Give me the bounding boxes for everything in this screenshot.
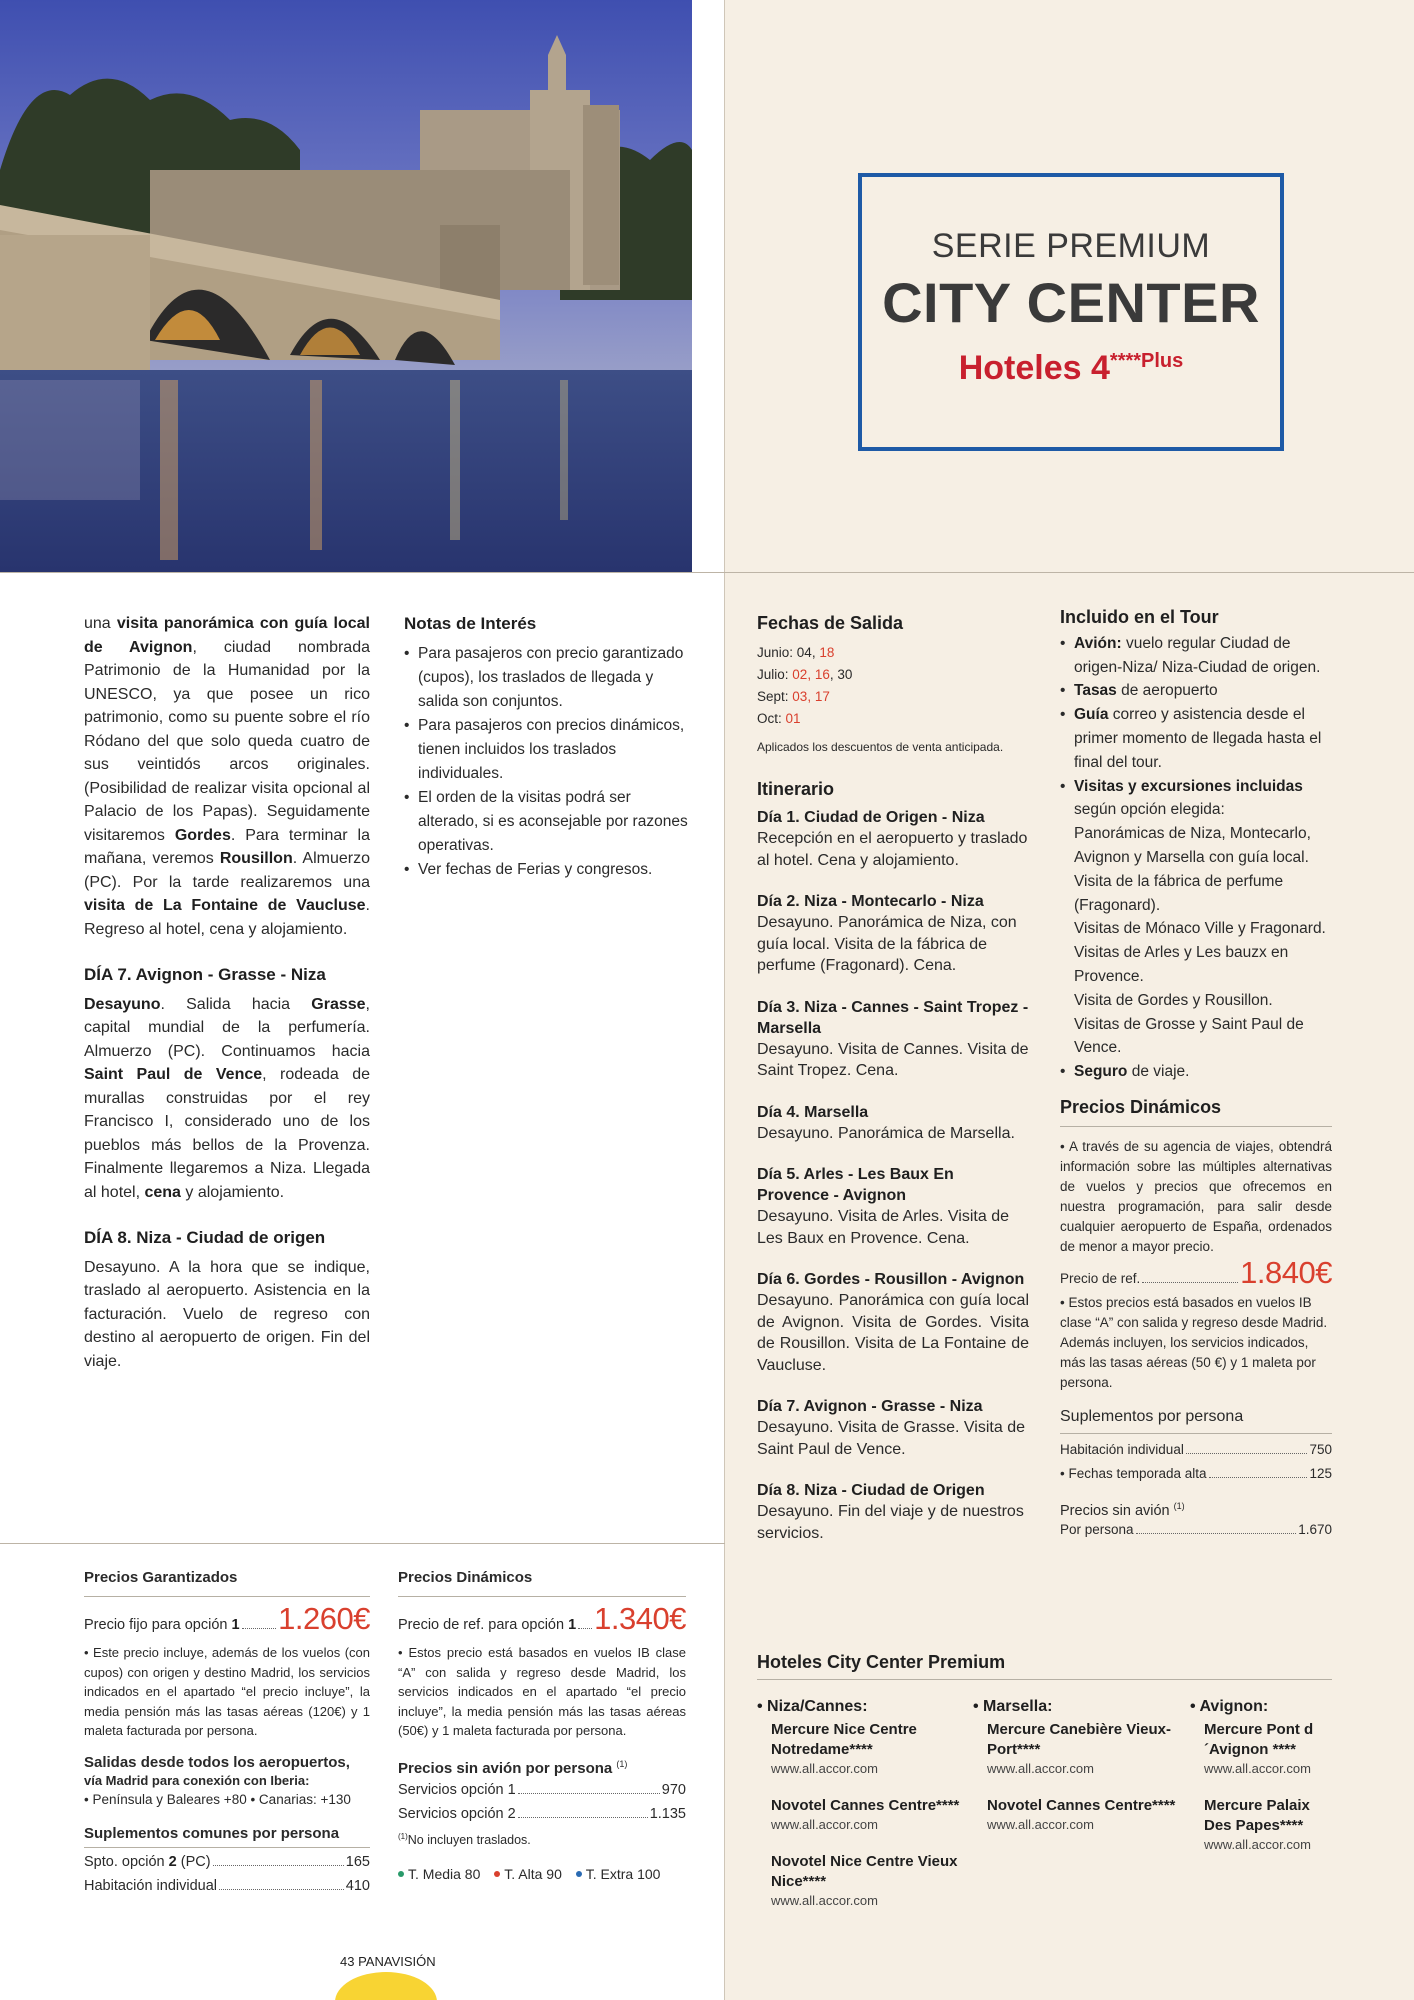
itinerary-day <box>757 1102 1029 1145</box>
text: según opción elegida: <box>1074 801 1225 819</box>
bold-text: Saint Paul de Vence <box>84 1066 263 1083</box>
day-text: Desayuno. Panorámica con guía local de Avignon. Visita de Gordes. Visita de Rousillon. Visita de La Fontaine de Vaucluse. <box>757 1292 1029 1374</box>
bold-text: Grasse <box>311 995 366 1013</box>
day-title: Día 2. Niza - Montecarlo - Niza <box>757 893 984 910</box>
row-label: Servicios opción 1 <box>398 1782 516 1798</box>
legend-label: T. Extra 100 <box>585 1866 661 1883</box>
text: . Salida hacia <box>160 995 312 1013</box>
bold-text: 1 <box>568 1616 577 1633</box>
bold-text: Desayuno <box>84 995 161 1013</box>
hotel-city: • Marsella: <box>973 1698 1053 1715</box>
date-highlight: 16 <box>814 666 830 682</box>
date-highlight: 02 <box>792 666 808 682</box>
separator: , <box>811 644 820 660</box>
day-text: Desayuno. Visita de Arles. Visita de Les Baux en Provence. Cena. <box>757 1208 1009 1247</box>
dot-leader <box>578 1628 592 1629</box>
fecha-oct <box>757 708 1029 730</box>
text: correo y asistencia desde el primer momento de llegada hasta el final del tour. <box>1074 706 1322 771</box>
date-highlight: 01 <box>785 710 801 726</box>
day-title: Día 6. Gordes - Rousillon - Avignon <box>757 1271 1025 1288</box>
row-value: 410 <box>345 1878 370 1894</box>
city-label: Marsella: <box>983 1698 1053 1715</box>
day-title: Día 5. Arles - Les Baux En Provence - Avignon <box>757 1166 954 1204</box>
itinerary-day <box>757 891 1029 977</box>
title-box <box>858 173 1284 451</box>
dinamicos-left-note: • Estos precio está basados en vuelos IB clase “A” con salida y regreso desde Madrid, los servicios indicados en el apartado “el precio incluye”, la media pensión más las tasas aéreas (50€) y 1 maleta facturada por persona. <box>398 1645 686 1738</box>
itinerario-heading: Itinerario <box>757 778 835 799</box>
dinamicos-left-section <box>398 1566 686 1887</box>
bold-text: Avión: <box>1074 634 1122 652</box>
hotel-url[interactable]: www.all.accor.com <box>987 1761 1094 1776</box>
column-divider <box>724 0 725 2000</box>
sin-avion-heading <box>1060 1496 1332 1521</box>
ref-price-row <box>1060 1254 1332 1290</box>
legend-dot-icon <box>576 1871 582 1877</box>
hab-row <box>84 1876 370 1896</box>
salidas-sub: vía Madrid para conexión con Iberia: <box>84 1772 310 1788</box>
day-text: Desayuno. Panorámica de Marsella. <box>757 1124 1015 1142</box>
divider <box>84 1847 370 1848</box>
text: Visitas de Arles y Les bauzx en Provence. <box>1074 944 1289 985</box>
spto-row <box>84 1852 370 1872</box>
row-value: 165 <box>345 1854 370 1870</box>
row-label: Por persona <box>1060 1522 1134 1538</box>
list-item <box>1060 775 1332 1061</box>
salidas-heading: Salidas desde todos los aeropuertos, <box>84 1753 350 1771</box>
ref-price-row <box>398 1600 686 1638</box>
bold-text: Visitas y excursiones incluidas <box>1074 777 1303 795</box>
day7-text <box>84 993 370 1205</box>
day-text: Desayuno. Panorámica de Niza, con guía local. Visita de la fábrica de perfume (Fragonard). Cena. <box>757 914 1017 974</box>
brand-name: PANAVISIÓN <box>358 1954 436 1969</box>
notas-section <box>404 612 690 882</box>
list-item: • El orden de la visitas podrá ser alterado, si es aconsejable por razones operativas. <box>404 786 690 858</box>
itinerary-day <box>757 1164 1029 1249</box>
list-item: • Para pasajeros con precios dinámicos, tienen incluidos los traslados individuales. <box>404 714 690 786</box>
photo-illustration <box>0 0 692 572</box>
salidas-line: • Península y Baleares +80 • Canarias: +130 <box>84 1791 351 1807</box>
hotel-url[interactable]: www.all.accor.com <box>1204 1761 1311 1776</box>
legend-label: T. Media 80 <box>408 1866 481 1883</box>
text: Precio de ref. para opción <box>398 1616 569 1633</box>
season-legend <box>398 1863 686 1887</box>
divider <box>1060 1433 1332 1434</box>
city-label: Avignon: <box>1199 1698 1269 1715</box>
fechas-note: Aplicados los descuentos de venta anticipada. <box>757 739 1004 754</box>
month-label: Sept: <box>757 688 793 704</box>
date-highlight: 17 <box>814 688 830 704</box>
hotel-url[interactable]: www.all.accor.com <box>771 1817 878 1832</box>
itinerary-text-column <box>84 612 370 1373</box>
dinamicos-intro: • A través de su agencia de viajes, obtendrá información sobre las múltiples alternativas de vuelos y precios que ofrecemos en nuestra programación, para salir desde cualquier aeropuerto de España, ordenados de menor a mayor precio. <box>1060 1138 1332 1254</box>
text: No incluyen traslados. <box>407 1833 531 1848</box>
text: vuelo regular Ciudad de origen-Niza/ Niza-Ciudad de origen. <box>1074 634 1321 676</box>
list-item <box>1060 1060 1332 1084</box>
text: Precio fijo para opción <box>84 1616 232 1633</box>
dot-leader <box>518 1817 648 1818</box>
serie-label: SERIE PREMIUM <box>931 227 1211 265</box>
text: Spto. opción <box>84 1854 169 1870</box>
footnote-marker: (1) <box>616 1758 628 1769</box>
fechas-itinerario-column <box>757 612 1029 1544</box>
hotel-name: Novotel Cannes Centre**** <box>987 1797 1176 1814</box>
text: (PC) <box>176 1854 211 1870</box>
garantizados-section <box>84 1566 370 1896</box>
day-text: Desayuno. Visita de Grasse. Visita de Saint Paul de Vence. <box>757 1419 1025 1458</box>
city-label: Niza/Cannes: <box>767 1698 868 1715</box>
text: . Para terminar la mañana, veremos <box>84 826 370 867</box>
precio-fijo-row <box>84 1600 370 1638</box>
row-label <box>84 1852 211 1872</box>
op1-row <box>398 1780 686 1800</box>
text: Visita de Gordes y Rousillon. <box>1074 991 1273 1009</box>
precio-fijo-label <box>84 1614 240 1638</box>
bold-text: visita panorámica con guía local de Avignon <box>84 615 371 656</box>
text: . Regreso al hotel, cena y alojamiento. <box>84 897 370 938</box>
row-label: Habitación individual <box>1060 1441 1184 1457</box>
hotel-category-stars: ****Plus <box>1109 350 1184 372</box>
spacer <box>84 1204 370 1226</box>
text: Precios sin avión <box>1060 1502 1170 1519</box>
hotel-name: Mercure Pont d´Avignon **** <box>1204 1721 1314 1758</box>
hotel-city: • Niza/Cannes: <box>757 1698 868 1715</box>
text: , rodeada de murallas construidas por el rey Francisco I, considerado uno de los pueblos más bellos de la Provenza. Finalmente llegaremos a Niza. Llegada al hotel, <box>84 1066 370 1201</box>
day-text: Recepción en el aeropuerto y traslado al hotel. Cena y alojamiento. <box>757 830 1028 869</box>
dot-leader <box>1186 1453 1308 1454</box>
fecha-junio <box>757 642 1029 664</box>
date: 04 <box>796 644 812 660</box>
divider <box>398 1596 686 1597</box>
supl-temp-row <box>1060 1464 1332 1484</box>
list-item <box>1060 679 1332 703</box>
city-center-title: CITY CENTER <box>882 271 1260 334</box>
bold-text: 2 <box>168 1854 177 1870</box>
bold-text: Tasas <box>1074 682 1117 700</box>
incluido-list <box>1060 632 1332 1084</box>
ref-price-label <box>398 1614 576 1638</box>
row-value: 1.135 <box>649 1806 686 1822</box>
footer-tab-decoration <box>335 1972 437 2000</box>
legend-label: T. Alta 90 <box>504 1866 562 1883</box>
bold-text: Guía <box>1074 706 1109 724</box>
hotel-name: Novotel Cannes Centre**** <box>771 1797 960 1814</box>
hotel-name: Mercure Canebière Vieux-Port**** <box>987 1721 1171 1758</box>
hotel-column-marsella <box>973 1698 1188 1852</box>
itinerary-day <box>757 1396 1029 1460</box>
hotel-name: Mercure Palaix Des Papes**** <box>1204 1797 1310 1834</box>
row-value: 125 <box>1309 1465 1332 1481</box>
day-title: Día 8. Niza - Ciudad de Origen <box>757 1482 985 1499</box>
month-label: Oct: <box>757 710 786 726</box>
itinerary-day <box>757 1480 1029 1544</box>
garantizados-note: • Este precio incluye, además de los vuelos (con cupos) con origen y destino Madrid, los servicios indicados en el apartado “el precio incluye”, la media pensión más las tasas aéreas (120€) y 1 maleta facturada por persona. <box>84 1645 370 1738</box>
por-persona-row <box>1060 1520 1332 1540</box>
itinerary-day <box>757 997 1029 1082</box>
hotel-category <box>862 349 1280 388</box>
hotel-url[interactable]: www.all.accor.com <box>1204 1837 1311 1852</box>
day6-continuation <box>84 612 370 941</box>
dot-leader <box>213 1865 344 1866</box>
bold-text: cena <box>144 1183 181 1201</box>
hotel-name: Novotel Nice Centre Vieux Nice**** <box>771 1853 958 1890</box>
bold-text: Rousillon <box>219 850 293 867</box>
list-item <box>1060 632 1332 680</box>
date-highlight: 18 <box>819 644 835 660</box>
hotel-url[interactable]: www.all.accor.com <box>987 1817 1094 1832</box>
itinerary-day <box>757 807 1029 871</box>
month-label: Junio: <box>757 644 797 660</box>
list-item: • Ver fechas de Ferias y congresos. <box>404 858 690 882</box>
list-item <box>1060 703 1332 774</box>
row-value: 750 <box>1309 1441 1332 1457</box>
notas-heading: Notas de Interés <box>404 614 537 633</box>
text: Panorámicas de Niza, Montecarlo, Avignon y Marsella con guía local. <box>1074 825 1311 866</box>
supl-hab-row <box>1060 1440 1332 1460</box>
dinamicos-left-heading: Precios Dinámicos <box>398 1569 533 1586</box>
dinamicos-right-heading: Precios Dinámicos <box>1060 1096 1222 1117</box>
hotel-column-avignon <box>1190 1698 1340 1872</box>
row-label: • Fechas temporada alta <box>1060 1465 1207 1481</box>
dot-leader <box>1142 1282 1238 1283</box>
legend-media <box>398 1866 480 1882</box>
visitas-sublist <box>1074 798 1332 1060</box>
page-number: 43 <box>340 1954 355 1969</box>
day-text: Desayuno. Visita de Cannes. Visita de Saint Tropez. Cena. <box>757 1040 1029 1079</box>
dot-leader <box>1209 1477 1308 1478</box>
text: . Almuerzo (PC). Por la tarde realizaremos una <box>84 850 370 891</box>
text: Visitas de Mónaco Ville y Fragonard. <box>1074 920 1326 938</box>
bold-text: Gordes <box>174 826 231 844</box>
text: , capital mundial de la perfumería. Almuerzo (PC). Continuamos hacia <box>84 995 370 1060</box>
day-text: Desayuno. Fin del viaje y de nuestros servicios. <box>757 1503 1024 1542</box>
ref-price-label: Precio de ref. <box>1060 1270 1141 1286</box>
dot-leader <box>1136 1533 1297 1534</box>
op2-row <box>398 1804 686 1824</box>
incluido-column <box>1060 606 1332 1540</box>
row-label: Servicios opción 2 <box>398 1806 516 1822</box>
row-value: 970 <box>661 1782 686 1798</box>
sin-avion-heading <box>398 1753 686 1781</box>
fechas-heading: Fechas de Salida <box>757 613 904 633</box>
fecha-sept: Sept: 03, 17 <box>757 688 830 704</box>
divider <box>757 1679 1332 1680</box>
bold-text: 1 <box>231 1616 240 1633</box>
text: Precios sin avión por persona <box>398 1759 613 1777</box>
row-value: 1.670 <box>1298 1522 1332 1538</box>
supl-comunes-heading: Suplementos comunes por persona <box>84 1824 340 1842</box>
text: una <box>84 615 117 632</box>
divider <box>1060 1126 1332 1127</box>
section-divider <box>0 572 1414 573</box>
legend-alta <box>494 1866 562 1882</box>
day-title: Día 3. Niza - Cannes - Saint Tropez - Marsella <box>757 998 1029 1037</box>
day-title: Día 7. Avignon - Grasse - Niza <box>757 1398 983 1415</box>
hoteles-heading: Hoteles City Center Premium <box>757 1652 1006 1672</box>
footnote <box>398 1828 686 1849</box>
ref-price-value: 1.340€ <box>594 1600 686 1636</box>
bold-text: visita de La Fontaine de Vaucluse <box>84 897 366 914</box>
date-highlight: 03 <box>792 688 808 704</box>
fecha-julio: Julio: 02, 16, 30 <box>757 666 853 682</box>
footnote-marker: (1) <box>1173 1500 1185 1511</box>
hotel-category-text: Hoteles 4 <box>958 349 1110 387</box>
dot-leader <box>518 1793 660 1794</box>
bold-text: Seguro <box>1074 1063 1128 1081</box>
day-title: Día 1. Ciudad de Origen - Niza <box>757 809 985 826</box>
fechas-list <box>757 642 1029 730</box>
day8-heading: DÍA 8. Niza - Ciudad de origen <box>84 1228 326 1247</box>
avignon-bridge-photo <box>0 0 692 572</box>
day-title: Día 4. Marsella <box>757 1103 869 1121</box>
text: de aeropuerto <box>1116 682 1218 700</box>
text: , ciudad nombrada Patrimonio de la Humanidad por la UNESCO, ya que posee un rico patrimonio, como su puente sobre el río Ródano del que solo queda cuatro de sus veintidós arcos originales. (Posibilidad de realizar visita opcional al Palacio de los Papas). Seguidamente visitaremos <box>84 638 370 844</box>
garantizados-heading: Precios Garantizados <box>84 1569 238 1586</box>
list-item: • Para pasajeros con precio garantizado (cupos), los traslados de llegada y salida son conjuntos. <box>404 642 690 714</box>
row-label: Habitación individual <box>84 1878 217 1894</box>
legend-extra <box>576 1866 661 1882</box>
incluido-heading: Incluido en el Tour <box>1060 607 1219 627</box>
text: Visita de la fábrica de perfume (Fragonard). <box>1074 872 1284 914</box>
day8-text: Desayuno. A la hora que se indique, traslado al aeropuerto. Asistencia en la facturación. Vuelo de regreso con destino al aeropuerto de origen. Fin del viaje. <box>84 1258 370 1370</box>
footnote-marker: (1) <box>398 1832 408 1841</box>
day7-heading: DÍA 7. Avignon - Grasse - Niza <box>84 965 326 984</box>
dinamicos-note: • Estos precios está basados en vuelos IB clase “A” con salida y regreso desde Madrid. Además incluyen, los servicios indicados, más las tasas aéreas (50 €) y 1 maleta por persona. <box>1060 1294 1328 1390</box>
text: y alojamiento. <box>180 1183 285 1201</box>
hotel-url[interactable]: www.all.accor.com <box>771 1893 878 1908</box>
text: de viaje. <box>1127 1063 1190 1081</box>
text: Visitas de Grosse y Saint Paul de Vence. <box>1074 1015 1304 1057</box>
hotel-city: • Avignon: <box>1190 1698 1269 1715</box>
prices-divider <box>0 1543 725 1544</box>
legend-dot-icon <box>494 1871 500 1877</box>
hotel-url[interactable]: www.all.accor.com <box>771 1761 878 1776</box>
page-footer <box>340 1954 436 1969</box>
divider <box>84 1596 370 1597</box>
legend-dot-icon <box>398 1871 404 1877</box>
month-label: Julio: <box>757 666 793 682</box>
precio-fijo-value: 1.260€ <box>278 1600 370 1636</box>
date: 30 <box>837 666 853 682</box>
spacer <box>84 941 370 963</box>
dot-leader <box>242 1628 277 1629</box>
ref-price-value: 1.840€ <box>1240 1254 1332 1290</box>
hotel-name: Mercure Nice Centre Notredame**** <box>771 1721 917 1758</box>
notas-list <box>404 642 690 882</box>
itinerary-day <box>757 1269 1029 1376</box>
hoteles-header <box>757 1652 1332 1690</box>
supl-heading: Suplementos por persona <box>1060 1407 1244 1425</box>
hotel-column-niza <box>757 1698 972 1928</box>
dot-leader <box>219 1889 344 1890</box>
